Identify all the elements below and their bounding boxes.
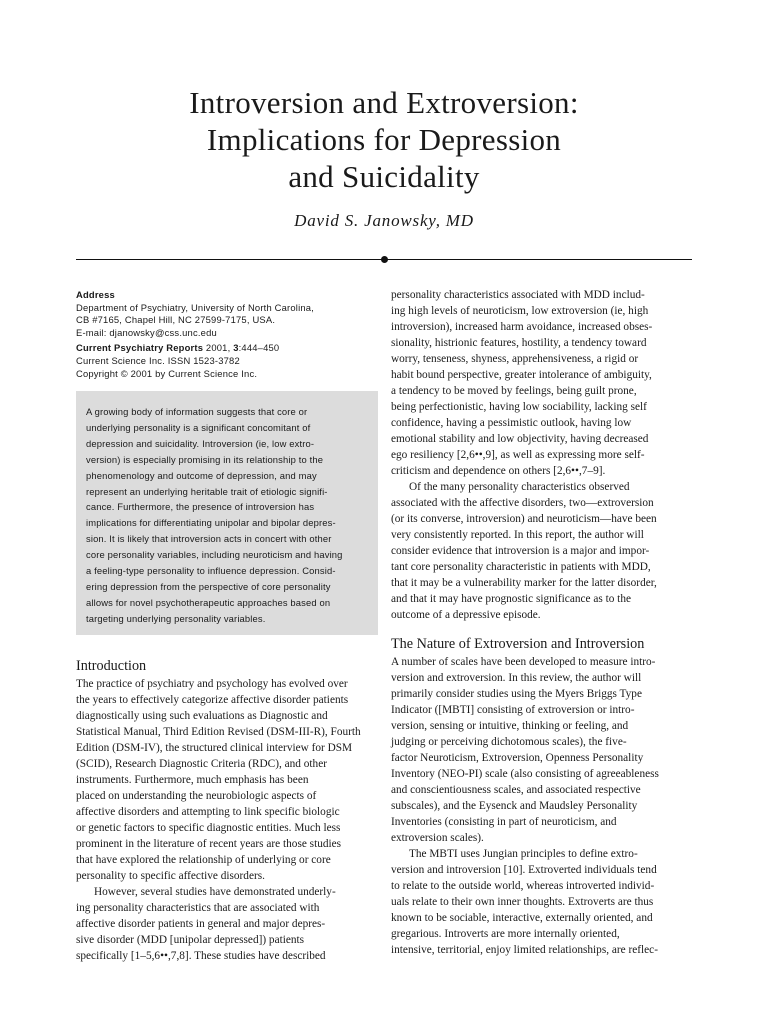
author-name: David S. Janowsky, MD xyxy=(294,211,474,230)
abstract-line: cance. Furthermore, the presence of introversion has xyxy=(86,501,315,513)
text-line: (SCID), Research Diagnostic Criteria (RDC), and other xyxy=(76,758,327,770)
text-line: A number of scales have been developed to measure intro- xyxy=(391,656,656,668)
text-line: the years to effectively categorize affective disorder patients xyxy=(76,694,349,706)
abstract-line: implications for differentiating unipolar and bipolar depres- xyxy=(86,517,336,529)
issn-line: Current Science Inc. ISSN 1523-3782 xyxy=(76,354,240,366)
citation-pages: :444–450 xyxy=(238,342,280,354)
text-line: uals relate to their own inner thoughts. Extroverts are thus xyxy=(391,896,654,908)
text-line: version, sensing or intuitive, thinking or feeling, and xyxy=(391,720,629,732)
abstract-line: represent an underlying heritable trait of etiologic signifi- xyxy=(86,485,328,497)
text-line: associated with the affective disorders, two—extroversion xyxy=(391,497,654,509)
address-block xyxy=(76,289,376,380)
journal-citation xyxy=(76,342,376,355)
text-line: Of the many personality characteristics observed xyxy=(409,481,630,493)
text-line: known to be sociable, interactive, externally oriented, and xyxy=(391,912,653,924)
text-line: or genetic factors to specific diagnostic entities. Much less xyxy=(76,822,341,834)
text-line: affective disorder patients in general and major depres- xyxy=(76,918,326,930)
text-line: extroversion scales). xyxy=(391,832,484,844)
text-line: The practice of psychiatry and psychology has evolved over xyxy=(76,678,348,690)
title-line: Introversion and Extroversion: xyxy=(189,85,579,120)
abstract-line: sion. It is likely that introversion acts in concert with other xyxy=(86,533,332,545)
abstract-line: allows for novel psychotherapeutic approaches based on xyxy=(86,596,331,608)
citation-volume: 3 xyxy=(233,342,239,354)
text-line: introversion), increased harm avoidance, increased obses- xyxy=(391,321,653,333)
text-line: ego resiliency [2,6••,9], as well as expressing more self- xyxy=(391,449,645,461)
text-line: to relate to the outside world, whereas introverted individ- xyxy=(391,880,655,892)
text-line: outcome of a depressive episode. xyxy=(391,609,541,621)
address-label: Address xyxy=(76,289,115,300)
abstract-line: a feeling-type personality to influence depression. Consid- xyxy=(86,565,336,577)
text-line: diagnostically using such evaluations as Diagnostic and xyxy=(76,710,328,722)
text-line: Statistical Manual, Third Edition Revised (DSM-III-R), Fourth xyxy=(76,726,361,738)
abstract-line: version) is especially promising in its relationship to the xyxy=(86,453,324,465)
text-line: and that it may have prognostic significance as to the xyxy=(391,593,631,605)
abstract-line: A growing body of information suggests that core or xyxy=(86,406,308,417)
title-line: Implications for Depression xyxy=(206,122,562,157)
right-column xyxy=(391,287,693,958)
text-line: personality characteristics associated with MDD includ- xyxy=(391,289,645,301)
text-line: personality to specific affective disorders. xyxy=(76,870,265,882)
text-line: specifically [1–5,6••,7,8]. These studies have described xyxy=(76,950,326,962)
text-line: worry, tenseness, shyness, apprehensiveness, a rigid or xyxy=(391,353,639,365)
text-line: Inventories (consisting in part of neuroticism, and xyxy=(391,816,617,828)
text-line: However, several studies have demonstrated underly- xyxy=(94,886,336,898)
text-line: consider evidence that introversion is a major and impor- xyxy=(391,545,650,557)
email-line: E-mail: djanowsky@css.unc.edu xyxy=(76,326,217,338)
text-line: gregarious. Introverts are more internally oriented, xyxy=(391,928,620,940)
left-column xyxy=(76,656,378,964)
address-line: CB #7165, Chapel Hill, NC 27599-7175, USA. xyxy=(76,314,276,326)
address-line: Department of Psychiatry, University of North Carolina, xyxy=(76,301,314,313)
text-line: sionality, histrionic features, hostility, a tendency toward xyxy=(391,337,647,349)
abstract-line: underlying personality is a significant concomitant of xyxy=(86,421,311,433)
text-line: Inventory (NEO-PI) scale (also consisting of agreeableness xyxy=(391,768,659,780)
text-line: confidence, having a pessimistic outlook, having low xyxy=(391,417,632,429)
article-title xyxy=(0,84,768,195)
journal-name: Current Psychiatry Reports xyxy=(76,342,204,354)
text-line: version and extroversion. In this review, the author will xyxy=(391,672,642,684)
text-line: emotional stability and low objectivity, having decreased xyxy=(391,433,649,445)
text-line: primarily consider studies using the Myers Briggs Type xyxy=(391,688,642,700)
text-line: subscales), and the Eysenck and Maudsley Personality xyxy=(391,800,638,812)
text-line: prominent in the literature of recent years are those studies xyxy=(76,838,342,850)
abstract-line: depression and suicidality. Introversion (ie, low extro- xyxy=(86,437,315,449)
citation-year: 2001, xyxy=(203,342,234,354)
text-line: Edition (DSM-IV), the structured clinical interview for DSM xyxy=(76,742,353,754)
text-line: placed on understanding the neurobiologic aspects of xyxy=(76,790,317,802)
abstract-line: phenomenology and outcome of depression, and may xyxy=(86,469,317,481)
text-line: The MBTI uses Jungian principles to define extro- xyxy=(409,848,638,860)
text-line: tant core personality characteristic in patients with MDD, xyxy=(391,561,651,573)
text-line: that have explored the relationship of underlying or core xyxy=(76,854,331,866)
text-line: ing personality characteristics that are associated with xyxy=(76,902,320,914)
text-line: ing high levels of neuroticism, low extroversion (ie, high xyxy=(391,305,649,317)
text-line: (or its converse, introversion) and neuroticism—have been xyxy=(391,513,657,525)
text-line: factor Neuroticism, Extroversion, Openness Personality xyxy=(391,752,644,764)
text-line: and conscientiousness scales, and associated respective xyxy=(391,784,641,796)
section-heading-introduction: Introduction xyxy=(76,658,147,674)
text-line: habit bound perspective, greater intolerance of ambiguity, xyxy=(391,369,652,381)
abstract-line: core personality variables, including neuroticism and having xyxy=(86,549,343,561)
text-line: instruments. Furthermore, much emphasis has been xyxy=(76,774,309,786)
text-line: judging or perceiving dichotomous scales), the five- xyxy=(391,736,627,748)
text-line: sive disorder (MDD [unipolar depressed]) patients xyxy=(76,934,305,946)
abstract-box xyxy=(76,391,378,635)
text-line: intensive, territorial, enjoy limited relationships, are reflec- xyxy=(391,944,658,956)
divider-dot xyxy=(381,256,388,263)
text-line: criticism and dependence on others [2,6••,7–9]. xyxy=(391,465,606,477)
text-line: a tendency to be moved by feelings, being guilt prone, xyxy=(391,385,637,397)
abstract-line: ering depression from the perspective of core personality xyxy=(86,580,331,592)
abstract-line: targeting underlying personality variables. xyxy=(86,612,266,624)
section-heading-nature: The Nature of Extroversion and Introversion xyxy=(391,636,645,652)
text-line: that it may be a vulnerability marker for the latter disorder, xyxy=(391,577,657,589)
text-line: very consistently reported. In this report, the author will xyxy=(391,529,644,541)
text-line: Indicator ([MBTI] consisting of extroversion or intro- xyxy=(391,704,635,716)
text-line: affective disorders and attempting to link specific biologic xyxy=(76,806,340,818)
text-line: version and introversion [10]. Extroverted individuals tend xyxy=(391,864,657,876)
title-line: and Suicidality xyxy=(288,159,480,194)
text-line: being perfectionistic, having low sociability, lacking self xyxy=(391,401,647,413)
copyright-line: Copyright © 2001 by Current Science Inc. xyxy=(76,367,258,379)
